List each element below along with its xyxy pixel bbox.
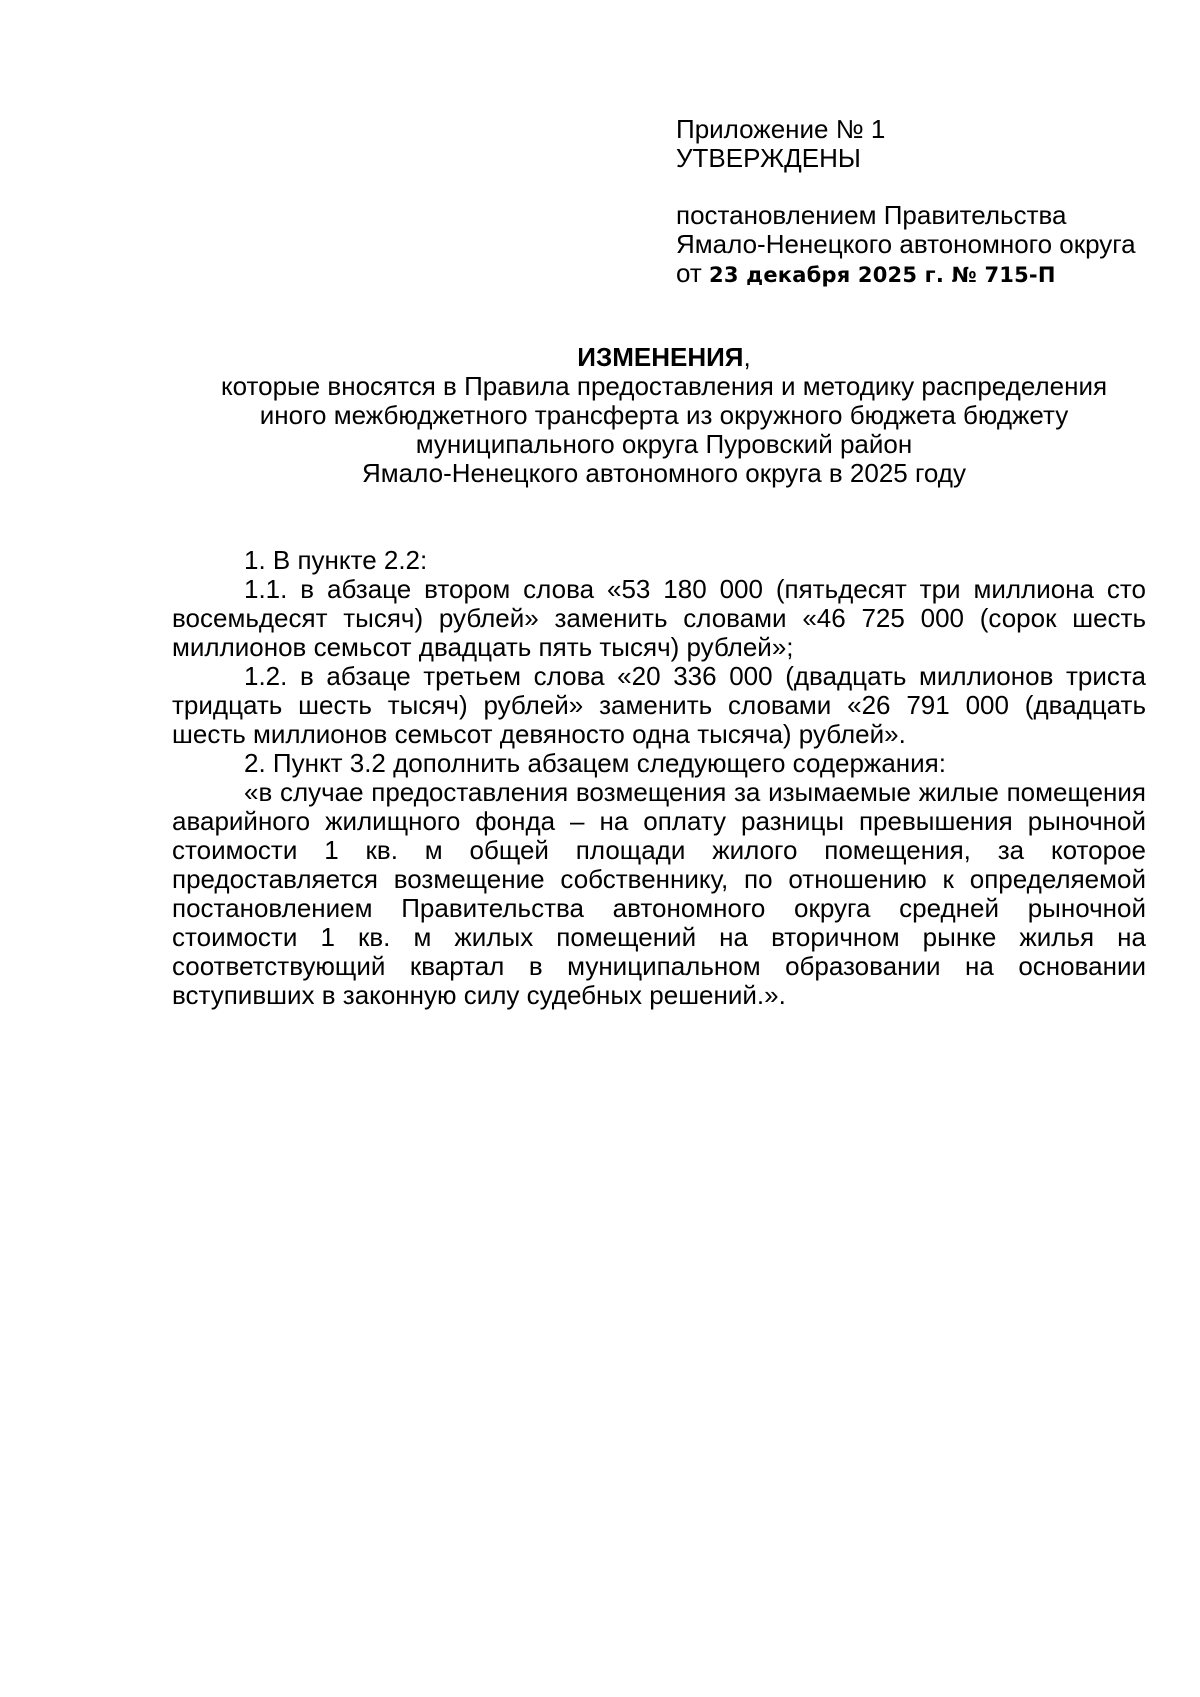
document-subtitle-line-2: иного межбюджетного трансферта из окружного бюджета бюджету xyxy=(259,400,1069,430)
document-title-punct: , xyxy=(743,342,751,372)
government-name: Ямало-Ненецкого автономного округа xyxy=(676,229,1136,259)
document-subtitle-line-4: Ямало-Ненецкого автономного округа в 2025 году xyxy=(362,458,966,488)
document-heading xyxy=(172,343,1156,488)
paragraph-item-1-1: 1.1. в абзаце втором слова «53 180 000 (пятьдесят три миллиона сто восемьдесят тысяч) рублей» заменить словами «46 725 000 (сорок шесть миллионов семьсот двадцать пять тысяч) рублей»; xyxy=(172,574,1146,662)
approval-block xyxy=(676,115,1176,290)
paragraph-item-2: 2. Пункт 3.2 дополнить абзацем следующего содержания: xyxy=(244,748,946,778)
approved-label: УТВЕРЖДЕНЫ xyxy=(676,143,861,173)
paragraph-item-1-2: 1.2. в абзаце третьем слова «20 336 000 (двадцать миллионов триста тридцать шесть тысяч) рублей» заменить словами «26 791 000 (двадцать шесть миллионов семьсот девяносто одна тысяча) рублей». xyxy=(172,661,1146,749)
document-title xyxy=(172,343,1156,372)
document-subtitle-line-1: которые вносятся в Правила предоставления и методику распределения xyxy=(220,371,1108,401)
resolution-label: постановлением Правительства xyxy=(676,200,1067,230)
document-subtitle-line-3: муниципального округа Пуровский район xyxy=(415,429,913,459)
approval-gap xyxy=(676,173,1176,201)
document-body xyxy=(172,546,1146,1010)
paragraph-quoted-addition: «в случае предоставления возмещения за изымаемые жилые помещения аварийного жилищного фонда – на оплату разницы превышения рыночной стоимости 1 кв. м общей площади жилого помещения, за которое предоставляется возмещение собственнику, по отношению к определяемой постановлением Правительства автономного округа средней рыночной стоимости 1 кв. м жилых помещений на вторичном рынке жилья на соответствующий квартал в муниципальном образовании на основании вступивших в законную силу судебных решений.». xyxy=(172,777,1146,1010)
document-title-text: ИЗМЕНЕНИЯ xyxy=(577,342,744,372)
date-prefix: от xyxy=(676,258,710,288)
date-number-stamp: 23 декабря 2025 г. № 715-П xyxy=(709,263,1056,287)
resolution-date-line xyxy=(676,259,1176,290)
appendix-number: Приложение № 1 xyxy=(676,114,886,144)
paragraph-item-1: 1. В пункте 2.2: xyxy=(244,545,428,575)
